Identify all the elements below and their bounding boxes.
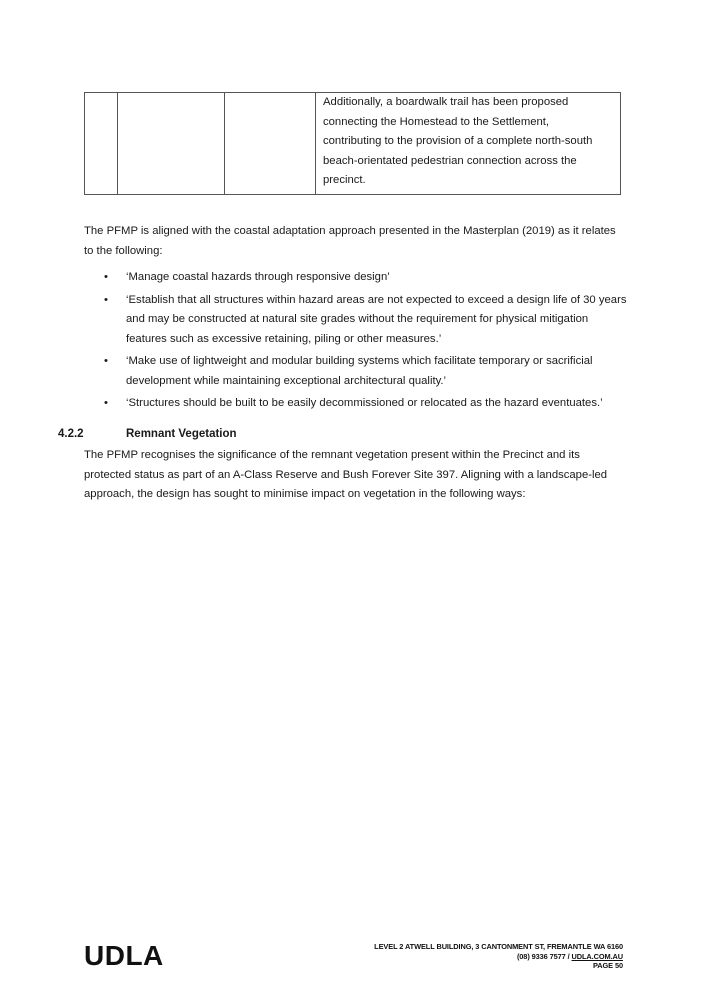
footer-address: LEVEL 2 ATWELL BUILDING, 3 CANTONMENT ST, FREMANTLE WA 6160: [374, 942, 623, 951]
section-title: Remnant Vegetation: [126, 428, 237, 440]
bullet-icon: •: [104, 293, 108, 306]
table-column-divider: [224, 93, 225, 194]
udla-logo: UDLA: [84, 940, 164, 971]
table-cell-line: Additionally, a boardwalk trail has been proposed: [323, 96, 569, 108]
section-body: The PFMP recognises the significance of the remnant vegetation present within the Precinct and its protected status as part of an A-Class Reserve and Bush Forever Site 397. Aligning with a landscape-led approach, the design has sought to minimise impact on vegetation in the following ways:: [84, 449, 608, 500]
table-cell-line: beach-orientated pedestrian connection across the: [323, 154, 577, 167]
bullet-icon: •: [104, 271, 108, 283]
section-number: 4.2.2: [58, 428, 84, 440]
list-item-text: ‘Manage coastal hazards through responsive design’: [126, 271, 390, 283]
bullet-icon: •: [104, 355, 108, 367]
list-item: [84, 394, 629, 414]
footer-contact: [374, 952, 623, 962]
list-item-text: ‘Structures should be built to be easily decommissioned or relocated as the hazard eventuates.’: [126, 397, 603, 409]
footer-separator: /: [565, 951, 572, 961]
list-item-text: ‘Make use of lightweight and modular building systems which facilitate temporary or sacrificial development while maintaining exceptional architectural quality.’: [126, 355, 593, 387]
table-cell-line: precinct.: [323, 174, 366, 186]
table-column-divider: [117, 93, 118, 194]
list-item: [84, 268, 629, 288]
table-cell-line: contributing to the provision of a complete north-south: [323, 135, 593, 147]
bullet-icon: •: [104, 397, 108, 409]
table-column-divider: [315, 93, 316, 194]
website-link[interactable]: UDLA.COM.AU: [571, 951, 623, 961]
table-cell-line: connecting the Homestead to the Settlement,: [323, 115, 550, 128]
list-item: [84, 291, 629, 350]
table-cell-text: [323, 93, 613, 191]
footer-phone: (08) 9336 7577: [516, 951, 566, 961]
continuation-table: [84, 92, 621, 195]
page-footer: [374, 942, 623, 971]
list-item: [84, 352, 629, 391]
list-item-text: ‘Establish that all structures within hazard areas are not expected to exceed a design life of 30 years and may be constructed at natural site grades without the requirement for physical mitigation features such as excessive retaining, piling or other measures.’: [126, 293, 627, 345]
bullet-list: [84, 268, 629, 417]
page-number: PAGE 50: [593, 961, 623, 970]
intro-paragraph: The PFMP is aligned with the coastal adaptation approach presented in the Masterplan (2019) as it relates to the following:: [84, 225, 616, 257]
